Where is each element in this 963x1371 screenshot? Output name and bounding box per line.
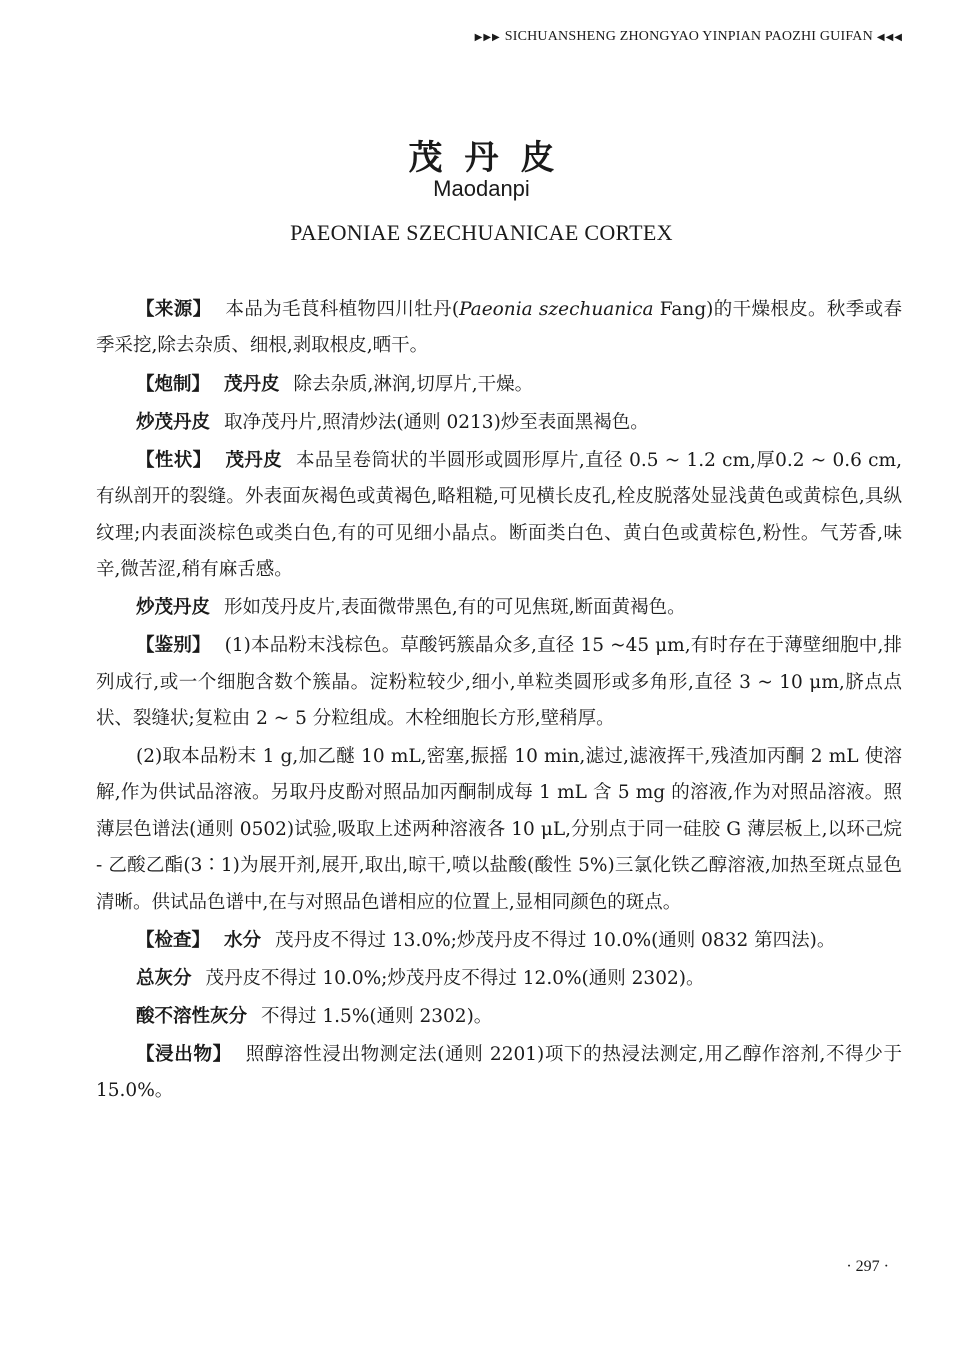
source-text-before: 本品为毛茛科植物四川牡丹( <box>225 299 460 320</box>
identification-para2: (2)取本品粉末 1 g,加乙醚 10 mL,密塞,振摇 10 min,滤过,滤液挥干,残渣加丙酮 2 mL 使溶解,作为供试品溶液。另取丹皮酚对照品加丙酮制成每 1 mL 含 5 mg 的溶液,作为对照品溶液。照薄层色谱法(通则 0502)试验,吸取上述两种溶液各 10 μL,分别点于同一硅胶 G 薄层板上,以环己烷 - 乙酸乙酯(3∶1)为展开剂,展开,取出,晾干,喷以盐酸(酸性 5%)三氯化铁乙醇溶液,加热至斑点显色清晰。供试品色谱中,在与对照品色谱相应的位置上,显相同颜色的斑点。 <box>96 746 902 913</box>
inspection-heading: 【检查】 <box>136 929 211 951</box>
inspection-acid-ash-label: 酸不溶性灰分 <box>136 1005 248 1027</box>
character-section <box>96 443 902 589</box>
processing-section <box>96 367 902 403</box>
inspection-water-text: 茂丹皮不得过 13.0%;炒茂丹皮不得过 10.0%(通则 0832 第四法)。 <box>275 929 836 951</box>
character-heading: 【性状】 <box>136 449 212 471</box>
page-title-chinese: 茂丹皮 <box>408 138 577 178</box>
source-text-after: Fang)的干燥根皮。秋季或春季采挖,除去杂质、细根,剥取根皮,晒干。 <box>96 299 903 357</box>
processing-heading: 【炮制】 <box>136 373 211 395</box>
monograph-body <box>96 292 902 1112</box>
character-item2-text: 形如茂丹皮片,表面微带黑色,有的可见焦斑,断面黄褐色。 <box>224 597 686 618</box>
inspection-acid-ash <box>96 999 902 1035</box>
character-item1-label: 茂丹皮 <box>225 449 283 471</box>
character-item2 <box>96 590 902 626</box>
inspection-ash <box>96 961 902 997</box>
processing-item2-label: 炒茂丹皮 <box>136 411 211 433</box>
running-head-text: SICHUANSHENG ZHONGYAO YINPIAN PAOZHI GUIFAN <box>504 29 873 44</box>
source-section <box>96 292 902 365</box>
extract-heading: 【浸出物】 <box>136 1044 232 1065</box>
source-heading: 【来源】 <box>136 299 212 320</box>
page-title-latin: PAEONIAE SZECHUANICAE CORTEX <box>290 220 673 245</box>
inspection-ash-label: 总灰分 <box>136 967 192 989</box>
inspection-acid-ash-text: 不得过 1.5%(通则 2302)。 <box>261 1005 493 1027</box>
page-number: · 297 · <box>846 1258 889 1275</box>
extract-text: 照醇溶性浸出物测定法(通则 2201)项下的热浸法测定,用乙醇作溶剂,不得少于 15.0%。 <box>96 1044 902 1102</box>
identification-para1: (1)本品粉末浅棕色。草酸钙簇晶众多,直径 15 ~45 μm,有时存在于薄壁细胞中,排列成行,或一个细胞含数个簇晶。淀粉粒较少,细小,单粒类圆形或多角形,直径 3 ~ 10 μm,脐点点状、裂缝状;复粒由 2 ~ 5 分粒组成。木栓细胞长方形,壁稍厚。 <box>96 635 902 729</box>
extract-section <box>96 1037 902 1110</box>
processing-item2-text: 取净茂丹片,照清炒法(通则 0213)炒至表面黑褐色。 <box>224 411 649 433</box>
inspection-section <box>96 923 902 959</box>
identification-section <box>96 628 902 737</box>
source-latin-name: Paeonia szechuanica <box>459 299 654 320</box>
page-title-pinyin: Maodanpi <box>433 176 530 201</box>
processing-item2 <box>96 405 902 441</box>
identification-heading: 【鉴别】 <box>136 635 211 657</box>
inspection-ash-text: 茂丹皮不得过 10.0%;炒茂丹皮不得过 12.0%(通则 2302)。 <box>205 967 705 989</box>
processing-item1-text: 除去杂质,淋润,切厚片,干燥。 <box>293 373 534 395</box>
left-arrow-icon: ◀◀◀ <box>876 31 903 43</box>
character-item1-text: 本品呈卷筒状的半圆形或圆形厚片,直径 0.5 ~ 1.2 cm,厚0.2 ~ 0.6 cm,有纵剖开的裂缝。外表面灰褐色或黄褐色,略粗糙,可见横长皮孔,栓皮脱落处显浅黄色或黄棕色,具纵纹理;内表面淡棕色或类白色,有的可见细小晶点。断面类白色、黄白色或黄棕色,粉性。气芳香,味辛,微苦涩,稍有麻舌感。 <box>96 449 902 580</box>
right-arrow-icon: ▶▶▶ <box>474 31 501 43</box>
inspection-water-label: 水分 <box>224 929 262 951</box>
character-item2-label: 炒茂丹皮 <box>136 597 211 618</box>
running-head <box>475 29 903 45</box>
processing-item1-label: 茂丹皮 <box>224 373 280 395</box>
